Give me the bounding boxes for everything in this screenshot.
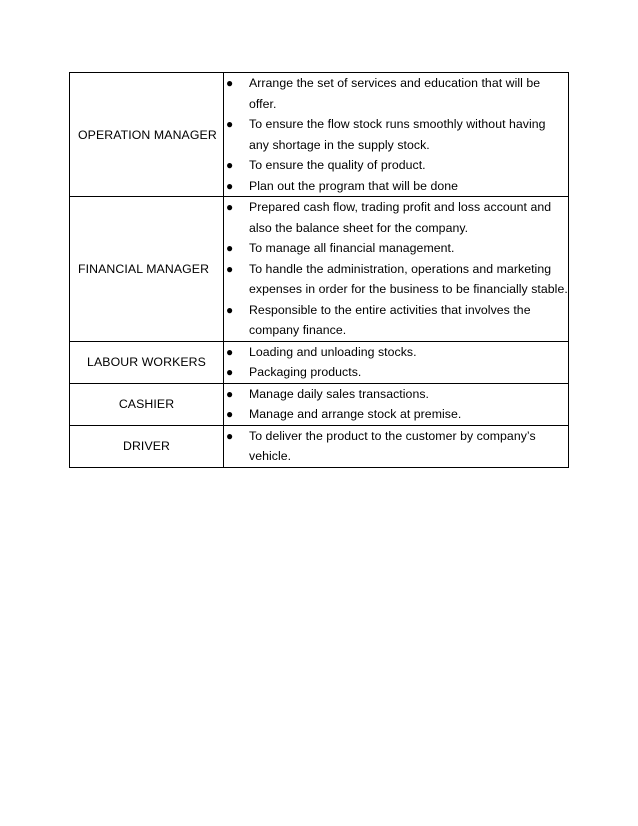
duty-text: Responsible to the entire activities that involves the company finance. — [249, 302, 531, 337]
table-row — [70, 73, 569, 197]
duties-list — [224, 197, 568, 341]
duty-text: Arrange the set of services and education that will be offer. — [249, 76, 541, 111]
duties-cell — [224, 73, 569, 197]
duty-text: Loading and unloading stocks. — [249, 344, 417, 359]
role-name: CASHIER — [70, 383, 224, 425]
bullet-icon: ● — [226, 158, 234, 172]
bullet-icon: ● — [226, 200, 234, 214]
bullet-icon: ● — [226, 178, 234, 193]
list-item — [224, 404, 568, 425]
table-row — [70, 383, 569, 425]
duties-cell — [224, 383, 569, 425]
duty-text: Plan out the program that will be done — [249, 178, 459, 193]
list-item — [224, 155, 568, 176]
list-item — [224, 73, 568, 114]
duty-text: To manage all financial management. — [249, 241, 455, 255]
list-item — [224, 238, 568, 259]
role-name: DRIVER — [70, 425, 224, 467]
duties-list — [224, 342, 568, 383]
bullet-icon: ● — [226, 407, 234, 421]
list-item — [224, 197, 568, 238]
bullet-icon: ● — [226, 428, 234, 443]
list-item — [224, 114, 568, 155]
duty-text: Manage daily sales transactions. — [249, 386, 430, 401]
bullet-icon: ● — [226, 117, 234, 131]
duty-text: To ensure the quality of product. — [249, 158, 426, 172]
bullet-icon: ● — [226, 76, 234, 90]
duties-cell — [224, 341, 569, 383]
duty-text: To handle the administration, operations and marketing expenses in order for the business to be financially stable. — [249, 261, 568, 296]
duty-text: To deliver the product to the customer by company’s vehicle. — [249, 428, 536, 463]
duty-text: Prepared cash flow, trading profit and loss account and also the balance sheet for the company. — [249, 200, 552, 235]
role-name: LABOUR WORKERS — [70, 341, 224, 383]
bullet-icon: ● — [226, 365, 234, 379]
list-item — [224, 384, 568, 405]
list-item — [224, 426, 568, 467]
duties-cell — [224, 197, 569, 342]
list-item — [224, 362, 568, 383]
list-item — [224, 342, 568, 363]
duties-list — [224, 73, 568, 196]
role-name: OPERATION MANAGER — [70, 73, 224, 197]
bullet-icon: ● — [226, 241, 234, 255]
bullet-icon: ● — [226, 261, 234, 276]
bullet-icon: ● — [226, 386, 234, 401]
table-row — [70, 341, 569, 383]
duties-cell — [224, 425, 569, 467]
roles-duties-table — [69, 72, 569, 468]
duty-text: Packaging products. — [249, 365, 362, 379]
duty-text: To ensure the flow stock runs smoothly without having any shortage in the supply stock. — [249, 117, 546, 152]
bullet-icon: ● — [226, 344, 234, 359]
list-item — [224, 300, 568, 341]
bullet-icon: ● — [226, 302, 234, 317]
list-item — [224, 176, 568, 197]
duties-list — [224, 384, 568, 425]
table-row — [70, 197, 569, 342]
table-row — [70, 425, 569, 467]
list-item — [224, 259, 568, 300]
duty-text: Manage and arrange stock at premise. — [249, 407, 462, 421]
duties-list — [224, 426, 568, 467]
role-name: FINANCIAL MANAGER — [70, 197, 224, 342]
